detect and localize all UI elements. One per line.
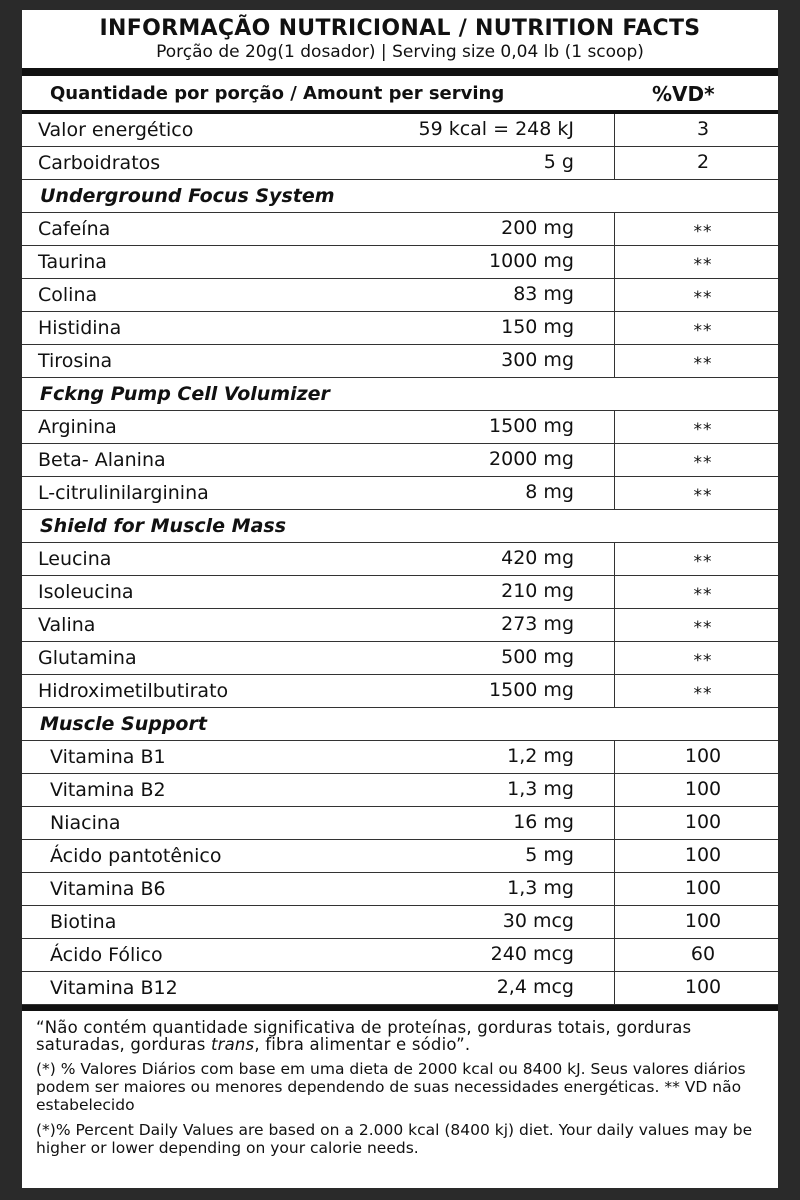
nutrient-amount: 1500 mg (489, 415, 574, 437)
column-divider (614, 147, 615, 179)
nutrient-daily-value: ** (693, 651, 713, 671)
nutrient-amount: 273 mg (501, 613, 574, 635)
nutrient-row (22, 675, 778, 708)
nutrient-row (22, 939, 778, 972)
nutrient-amount: 5 g (543, 151, 574, 173)
nutrient-table (22, 114, 778, 1011)
nutrient-amount: 210 mg (501, 580, 574, 602)
nutrient-name: Taurina (38, 251, 107, 273)
nutrient-amount: 2,4 mcg (496, 976, 574, 998)
nutrient-daily-value: ** (693, 321, 713, 341)
nutrient-name: Biotina (50, 911, 117, 933)
nutrient-row (22, 576, 778, 609)
daily-value-header: %VD* (652, 82, 715, 106)
column-divider (614, 246, 615, 278)
nutrient-amount: 16 mg (513, 811, 574, 833)
nutrient-row (22, 246, 778, 279)
nutrient-daily-value: 100 (684, 910, 722, 932)
nutrient-name: Niacina (50, 812, 121, 834)
nutrient-row (22, 840, 778, 873)
column-divider (614, 906, 615, 938)
nutrient-daily-value: 100 (684, 811, 722, 833)
nutrient-daily-value: ** (693, 552, 713, 572)
column-divider (614, 642, 615, 674)
nutrient-name: Arginina (38, 416, 117, 438)
nutrient-name: Carboidratos (38, 152, 161, 174)
nutrient-row (22, 741, 778, 774)
nutrient-name: Leucina (38, 548, 112, 570)
column-divider (614, 345, 615, 377)
nutrient-name: Vitamina B2 (50, 779, 166, 801)
nutrient-name: Colina (38, 284, 98, 306)
column-divider (614, 114, 615, 146)
nutrient-name: L-citrulinilarginina (38, 482, 209, 504)
nutrient-row (22, 147, 778, 180)
nutrient-amount: 1000 mg (489, 250, 574, 272)
nutrient-amount: 1,3 mg (507, 877, 574, 899)
section-title: Shield for Muscle Mass (40, 515, 287, 537)
nutrient-daily-value: 100 (684, 778, 722, 800)
nutrient-row (22, 972, 778, 1005)
nutrient-name: Vitamina B6 (50, 878, 166, 900)
nutrient-amount: 2000 mg (489, 448, 574, 470)
nutrient-row (22, 312, 778, 345)
nutrient-row (22, 774, 778, 807)
nutrient-name: Cafeína (38, 218, 111, 240)
footnotes (22, 1011, 778, 1157)
nutrient-name: Valor energético (38, 119, 194, 141)
nutrient-daily-value: ** (693, 486, 713, 506)
nutrient-row (22, 444, 778, 477)
footnote-trans-word: trans (210, 1035, 255, 1054)
nutrient-daily-value: 100 (684, 877, 722, 899)
nutrient-name: Vitamina B12 (50, 977, 178, 999)
section-header (22, 510, 778, 543)
nutrient-amount: 200 mg (501, 217, 574, 239)
nutrient-amount: 1500 mg (489, 679, 574, 701)
serving-size: Porção de 20g(1 dosador) | Serving size 0,04 lb (1 scoop) (156, 42, 644, 62)
nutrient-daily-value: ** (693, 354, 713, 374)
column-divider (614, 312, 615, 344)
nutrient-row (22, 543, 778, 576)
nutrient-amount: 150 mg (501, 316, 574, 338)
nutrient-amount: 1,2 mg (507, 745, 574, 767)
nutrient-row (22, 279, 778, 312)
nutrient-row (22, 873, 778, 906)
nutrient-daily-value: 100 (684, 976, 722, 998)
amount-per-serving-header (22, 68, 778, 114)
nutrient-amount: 500 mg (501, 646, 574, 668)
column-divider (614, 675, 615, 707)
nutrient-daily-value: ** (693, 288, 713, 308)
nutrient-amount: 300 mg (501, 349, 574, 371)
nutrient-daily-value: 2 (696, 151, 710, 173)
nutrient-row (22, 345, 778, 378)
nutrient-name: Tirosina (38, 350, 113, 372)
nutrient-row (22, 114, 778, 147)
amount-per-serving-label: Quantidade por porção / Amount per serving (50, 83, 505, 104)
nutrient-name: Glutamina (38, 647, 137, 669)
nutrient-row (22, 477, 778, 510)
section-header (22, 708, 778, 741)
column-divider (614, 873, 615, 905)
nutrient-row (22, 906, 778, 939)
nutrient-daily-value: ** (693, 684, 713, 704)
nutrient-amount: 240 mcg (490, 943, 574, 965)
column-divider (614, 543, 615, 575)
nutrient-name: Histidina (38, 317, 122, 339)
nutrient-name: Isoleucina (38, 581, 134, 603)
nutrient-daily-value: ** (693, 585, 713, 605)
column-divider (614, 576, 615, 608)
nutrient-name: Hidroximetilbutirato (38, 680, 229, 702)
nutrient-amount: 1,3 mg (507, 778, 574, 800)
nutrient-name: Valina (38, 614, 96, 636)
nutrient-name: Ácido Fólico (50, 944, 163, 966)
section-header (22, 378, 778, 411)
section-header (22, 180, 778, 213)
column-divider (614, 213, 615, 245)
nutrient-daily-value: ** (693, 618, 713, 638)
nutrient-amount: 8 mg (525, 481, 574, 503)
nutrient-name: Beta- Alanina (38, 449, 166, 471)
column-divider (614, 279, 615, 311)
nutrient-name: Ácido pantotênico (50, 845, 222, 867)
column-divider (614, 972, 615, 1004)
footnote-not-significant: “Não contém quantidade significativa de proteínas, gorduras totais, gorduras saturadas, gorduras trans, fibra alimentar e sódio”. (36, 1018, 692, 1054)
nutrient-amount: 83 mg (513, 283, 574, 305)
footnote-daily-values-en: (*)% Percent Daily Values are based on a 2.000 kcal (8400 kj) diet. Your daily values may be higher or lower depending on your calorie needs. (36, 1121, 753, 1157)
nutrient-daily-value: 100 (684, 745, 722, 767)
nutrient-row (22, 411, 778, 444)
label-title: INFORMAÇÃO NUTRICIONAL / NUTRITION FACTS (99, 16, 701, 41)
nutrient-amount: 5 mg (525, 844, 574, 866)
nutrient-row (22, 807, 778, 840)
nutrition-facts-panel (22, 10, 778, 1188)
nutrient-daily-value: 3 (696, 118, 710, 140)
nutrient-name: Vitamina B1 (50, 746, 166, 768)
nutrient-daily-value: 60 (690, 943, 716, 965)
column-divider (614, 411, 615, 443)
nutrient-amount: 420 mg (501, 547, 574, 569)
nutrient-daily-value: ** (693, 255, 713, 275)
column-divider (614, 774, 615, 806)
nutrient-row (22, 642, 778, 675)
column-divider (614, 741, 615, 773)
section-title: Underground Focus System (40, 185, 335, 207)
nutrient-row (22, 213, 778, 246)
column-divider (614, 609, 615, 641)
nutrient-row (22, 609, 778, 642)
column-divider (614, 477, 615, 509)
nutrient-daily-value: ** (693, 420, 713, 440)
footnote-daily-values-pt: (*) % Valores Diários com base em uma dieta de 2000 kcal ou 8400 kJ. Seus valores diários podem ser maiores ou menores dependendo de suas necessidades energéticas. ** VD não estabelecido (36, 1060, 746, 1114)
nutrient-amount: 59 kcal = 248 kJ (418, 118, 574, 140)
nutrient-daily-value: ** (693, 222, 713, 242)
column-divider (614, 939, 615, 971)
column-divider (614, 807, 615, 839)
column-divider (614, 840, 615, 872)
nutrient-amount: 30 mcg (502, 910, 574, 932)
column-divider (614, 444, 615, 476)
section-title: Fckng Pump Cell Volumizer (40, 383, 330, 405)
nutrient-daily-value: 100 (684, 844, 722, 866)
nutrient-daily-value: ** (693, 453, 713, 473)
section-title: Muscle Support (40, 713, 207, 735)
